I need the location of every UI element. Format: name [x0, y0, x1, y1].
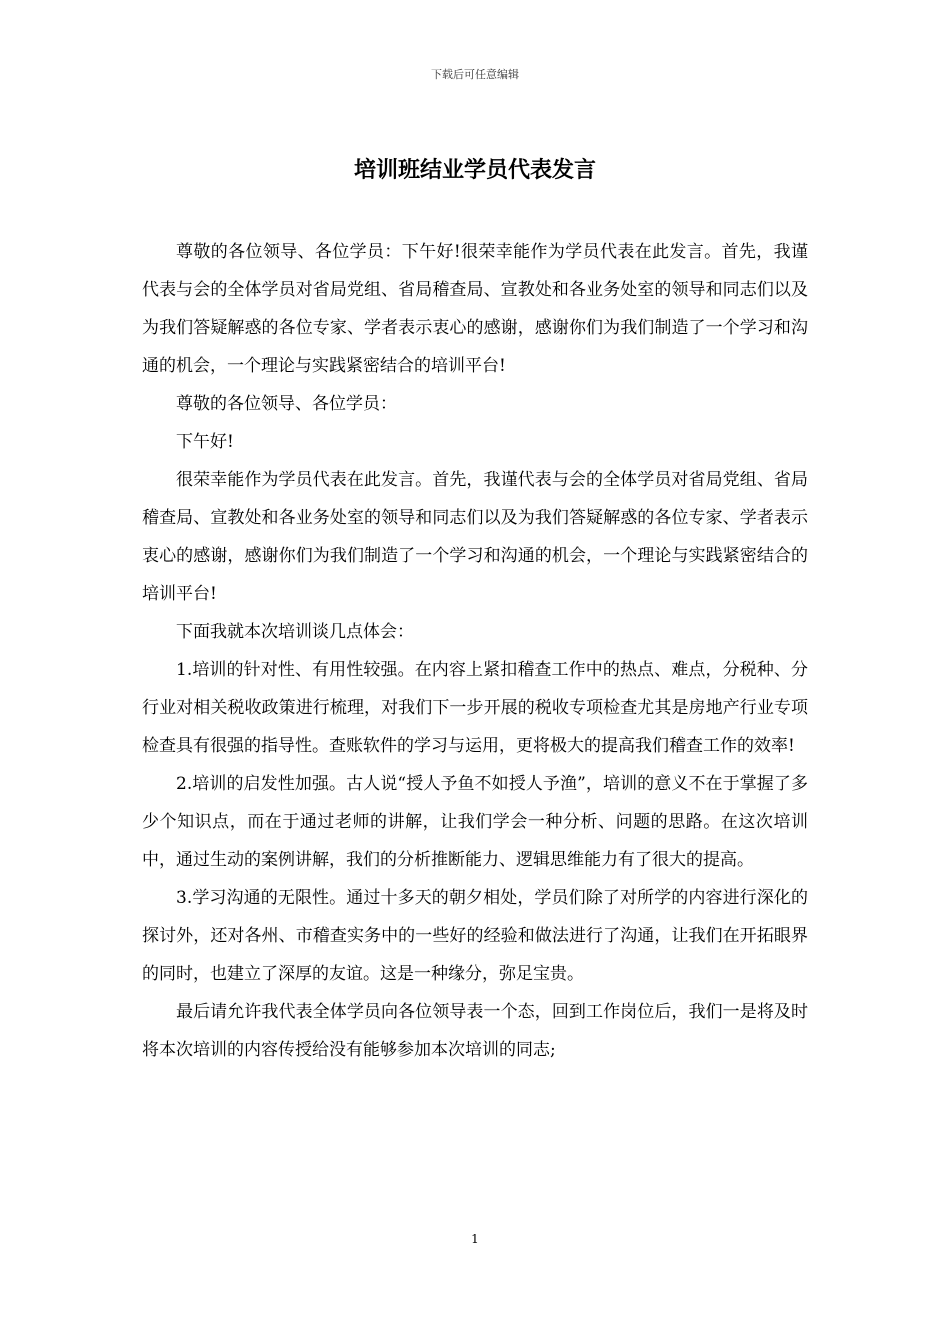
document-body	[142, 233, 808, 1069]
header-note: 下载后可任意编辑	[431, 68, 519, 81]
paragraph-7: 2.培训的启发性加强。古人说“授人予鱼不如授人予渔”，培训的意义不在于掌握了多少个知识点，而在于通过老师的讲解，让我们学会一种分析、问题的思路。在这次培训中，通过生动的案例讲解，我们的分析推断能力、逻辑思维能力有了很大的提高。	[142, 774, 808, 870]
paragraph-4: 很荣幸能作为学员代表在此发言。首先，我谨代表与会的全体学员对省局党组、省局稽查局、宣教处和各业务处室的领导和同志们以及为我们答疑解惑的各位专家、学者表示衷心的感谢，感谢你们为我们制造了一个学习和沟通的机会，一个理论与实践紧密结合的培训平台!	[142, 470, 808, 604]
paragraph-9: 最后请允许我代表全体学员向各位领导表一个态，回到工作岗位后，我们一是将及时将本次培训的内容传授给没有能够参加本次培训的同志;	[142, 1002, 808, 1060]
page-number: 1	[471, 1232, 479, 1246]
paragraph-2: 尊敬的各位领导、各位学员：	[176, 394, 397, 414]
paragraph-1: 尊敬的各位领导、各位学员：下午好!很荣幸能作为学员代表在此发言。首先，我谨代表与会的全体学员对省局党组、省局稽查局、宣教处和各业务处室的领导和同志们以及为我们答疑解惑的各位专家、学者表示衷心的感谢，感谢你们为我们制造了一个学习和沟通的机会，一个理论与实践紧密结合的培训平台!	[142, 242, 808, 376]
paragraph-5: 下面我就本次培训谈几点体会：	[176, 622, 414, 642]
paragraph-6: 1.培训的针对性、有用性较强。在内容上紧扣稽查工作中的热点、难点，分税种、分行业对相关税收政策进行梳理，对我们下一步开展的税收专项检查尤其是房地产行业专项检查具有很强的指导性。查账软件的学习与运用，更将极大的提高我们稽查工作的效率!	[142, 660, 808, 756]
document-title: 培训班结业学员代表发言	[353, 157, 596, 183]
paragraph-8: 3.学习沟通的无限性。通过十多天的朝夕相处，学员们除了对所学的内容进行深化的探讨外，还对各州、市稽查实务中的一些好的经验和做法进行了沟通，让我们在开拓眼界的同时，也建立了深厚的友谊。这是一种缘分，弥足宝贵。	[142, 888, 808, 984]
paragraph-3: 下午好!	[176, 432, 234, 452]
